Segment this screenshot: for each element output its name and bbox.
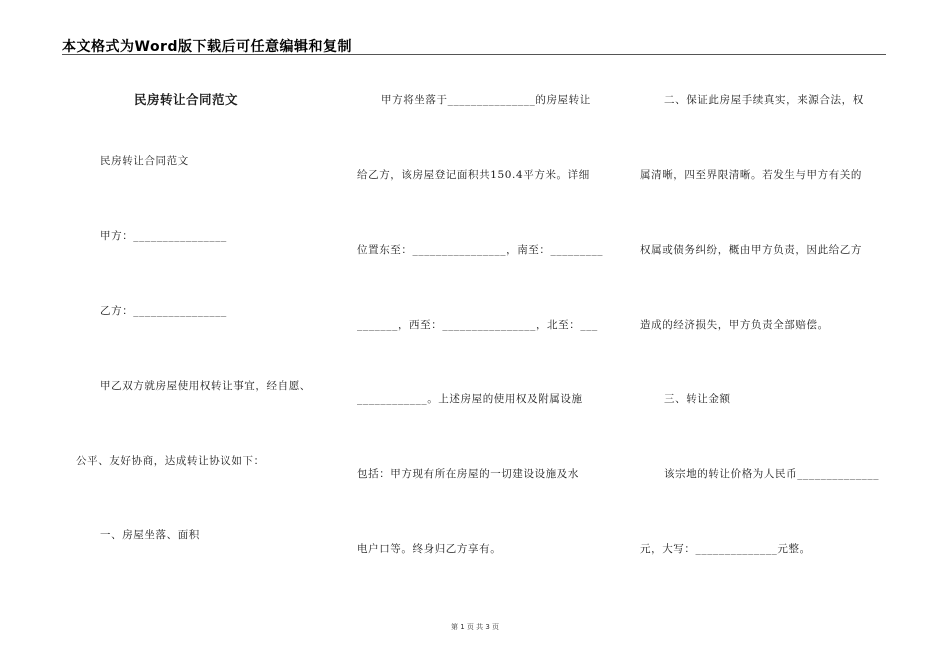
party-b-line: 乙方：________________ xyxy=(100,305,227,317)
paragraph-line: 给乙方，该房屋登记面积共150.4平方米。详细 xyxy=(357,169,590,181)
paragraph-line: _______，西至：________________，北至：___ xyxy=(357,319,598,331)
paragraph-line: 公平、友好协商，达成转让协议如下： xyxy=(76,455,265,467)
paragraph-line: 权属或债务纠纷，概由甲方负责，因此给乙方 xyxy=(640,244,862,256)
paragraph-line: 包括：甲方现有所在房屋的一切建设设施及水 xyxy=(357,468,579,480)
paragraph-line: 造成的经济损失，甲方负责全部赔偿。 xyxy=(640,319,829,331)
document-title: 民房转让合同范文 xyxy=(134,92,239,107)
paragraph-line: 属清晰，四至界限清晰。若发生与甲方有关的 xyxy=(640,169,862,181)
paragraph-line: ____________。上述房屋的使用权及附属设施 xyxy=(357,393,583,405)
party-a-line: 甲方：________________ xyxy=(100,230,227,242)
paragraph-line: 甲方将坐落于_______________的房屋转让 xyxy=(381,94,591,106)
paragraph-line: 电户口等。终身归乙方享有。 xyxy=(357,543,502,555)
paragraph-line: 甲乙双方就房屋使用权转让事宜，经自愿、 xyxy=(100,380,311,392)
text-column-1 xyxy=(62,0,332,672)
section-heading: 三、转让金额 xyxy=(664,393,731,405)
paragraph-line: 二、保证此房屋手续真实，来源合法，权 xyxy=(664,94,864,106)
text-column-2 xyxy=(357,0,607,672)
paragraph-line: 该宗地的转让价格为人民币______________ xyxy=(664,468,880,480)
page-indicator: 第 1 页 共 3 页 xyxy=(450,623,500,631)
section-heading: 一、房屋坐落、面积 xyxy=(100,529,200,541)
paragraph-line: 民房转让合同范文 xyxy=(100,155,189,167)
text-column-3 xyxy=(640,0,888,672)
document-banner: 本文格式为Word版下载后可任意编辑和复制 xyxy=(62,39,352,55)
paragraph-line: 元，大写：______________元整。 xyxy=(640,543,811,555)
paragraph-line: 位置东至：________________，南至：_________ xyxy=(357,244,604,256)
